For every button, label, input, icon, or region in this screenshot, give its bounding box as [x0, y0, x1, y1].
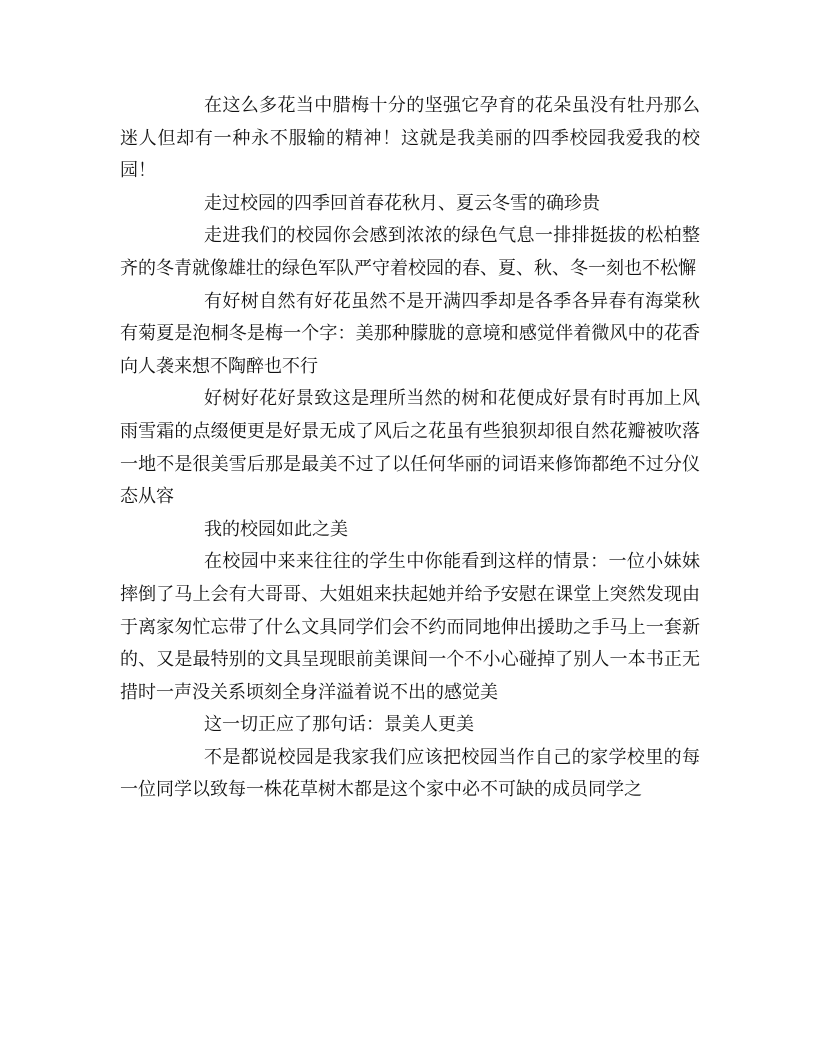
paragraph-4: 有好树自然有好花虽然不是开满四季却是各季各异春有海棠秋有菊夏是泡桐冬是梅一个字：美那种朦胧的意境和感觉伴着微风中的花香向人袭来想不陶醉也不行 — [120, 290, 700, 377]
document-body — [120, 90, 700, 807]
paragraph-7: 在校园中来来往往的学生中你能看到这样的情景：一位小妹妹摔倒了马上会有大哥哥、大姐姐来扶起她并给予安慰在课堂上突然发现由于离家匆忙忘带了什么文具同学们会不约而同地伸出援助之手马上一套新的、又是最特别的文具呈现眼前美课间一个不小心碰掉了别人一本书正无措时一声没关系顷刻全身洋溢着说不出的感觉美 — [120, 551, 700, 703]
paragraph-3: 走进我们的校园你会感到浓浓的绿色气息一排排挺拔的松柏整齐的冬青就像雄壮的绿色军队严守着校园的春、夏、秋、冬一刻也不松懈 — [120, 225, 700, 279]
paragraph-1: 在这么多花当中腊梅十分的坚强它孕育的花朵虽没有牡丹那么迷人但却有一种永不服输的精神！这就是我美丽的四季校园我爱我的校园！ — [120, 95, 700, 182]
paragraph-2: 走过校园的四季回首春花秋月、夏云冬雪的确珍贵 — [204, 192, 600, 214]
paragraph-9: 不是都说校园是我家我们应该把校园当作自己的家学校里的每一位同学以致每一株花草树木都是这个家中必不可缺的成员同学之 — [120, 746, 700, 801]
paragraph-5: 好树好花好景致这是理所当然的树和花便成好景有时再加上风雨雪霜的点缀便更是好景无成了风后之花虽有些狼狈却很自然花瓣被吹落一地不是很美雪后那是最美不过了以任何华丽的词语来修饰都绝不过分仪态从容 — [120, 388, 700, 508]
paragraph-8: 这一切正应了那句话：景美人更美 — [204, 714, 474, 736]
paragraph-6: 我的校园如此之美 — [204, 518, 348, 540]
